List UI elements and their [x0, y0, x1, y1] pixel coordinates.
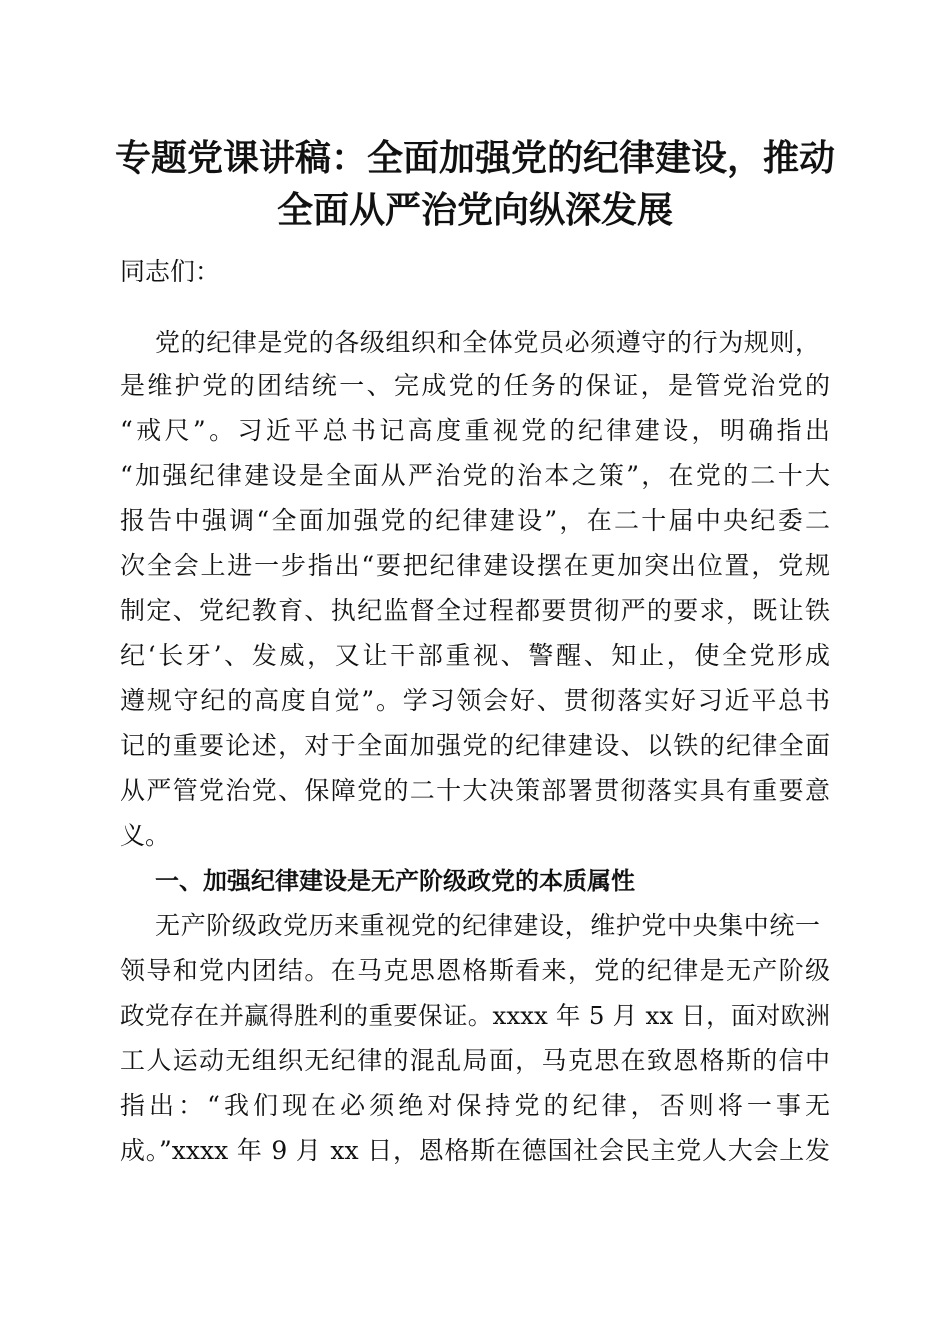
- paragraph-line: 纪‘长牙’、发威，又让干部重视、警醒、知止，使全党形成: [120, 641, 830, 670]
- paragraph-line: 政党存在并赢得胜利的重要保证。xxxx 年 5 月 xx 日，面对欧洲: [120, 1001, 830, 1030]
- paragraph-line: 党的纪律是党的各级组织和全体党员必须遵守的行为规则，: [155, 328, 820, 357]
- paragraph-line: 记的重要论述，对于全面加强党的纪律建设、以铁的纪律全面: [120, 731, 830, 760]
- paragraph-line: 报告中强调“全面加强党的纪律建设”，在二十届中央纪委二: [120, 506, 830, 535]
- paragraph-line: 领导和党内团结。在马克思恩格斯看来，党的纪律是无产阶级: [120, 956, 830, 985]
- section-heading: 一、加强纪律建设是无产阶级政党的本质属性: [155, 867, 635, 895]
- document-title-line-1: 专题党课讲稿：全面加强党的纪律建设，推动: [114, 138, 835, 179]
- paragraph-line: 工人运动无组织无纪律的混乱局面，马克思在致恩格斯的信中: [120, 1046, 830, 1075]
- paragraph-line: 遵规守纪的高度自觉”。学习领会好、贯彻落实好习近平总书: [120, 686, 830, 715]
- paragraph-line: 义。: [120, 821, 171, 850]
- paragraph-line: 无产阶级政党历来重视党的纪律建设，维护党中央集中统一: [155, 911, 820, 940]
- paragraph-line: 制定、党纪教育、执纪监督全过程都要贯彻严的要求，既让铁: [120, 596, 830, 625]
- paragraph-line: 从严管党治党、保障党的二十大决策部署贯彻落实具有重要意: [120, 776, 830, 805]
- paragraph-line: 是维护党的团结统一、完成党的任务的保证，是管党治党的: [120, 371, 830, 400]
- document-title-line-2: 全面从严治党向纵深发展: [276, 190, 673, 231]
- paragraph-line: “戒尺”。习近平总书记高度重视党的纪律建设，明确指出: [120, 416, 830, 445]
- paragraph-line: 指出：“我们现在必须绝对保持党的纪律，否则将一事无: [120, 1091, 830, 1120]
- paragraph-line: “加强纪律建设是全面从严治党的治本之策”，在党的二十大: [120, 461, 830, 490]
- paragraph-line: 次全会上进一步指出“要把纪律建设摆在更加突出位置，党规: [120, 551, 830, 580]
- salutation: 同志们：: [120, 257, 221, 286]
- paragraph-line: 成。”xxxx 年 9 月 xx 日，恩格斯在德国社会民主党人大会上发: [120, 1136, 830, 1165]
